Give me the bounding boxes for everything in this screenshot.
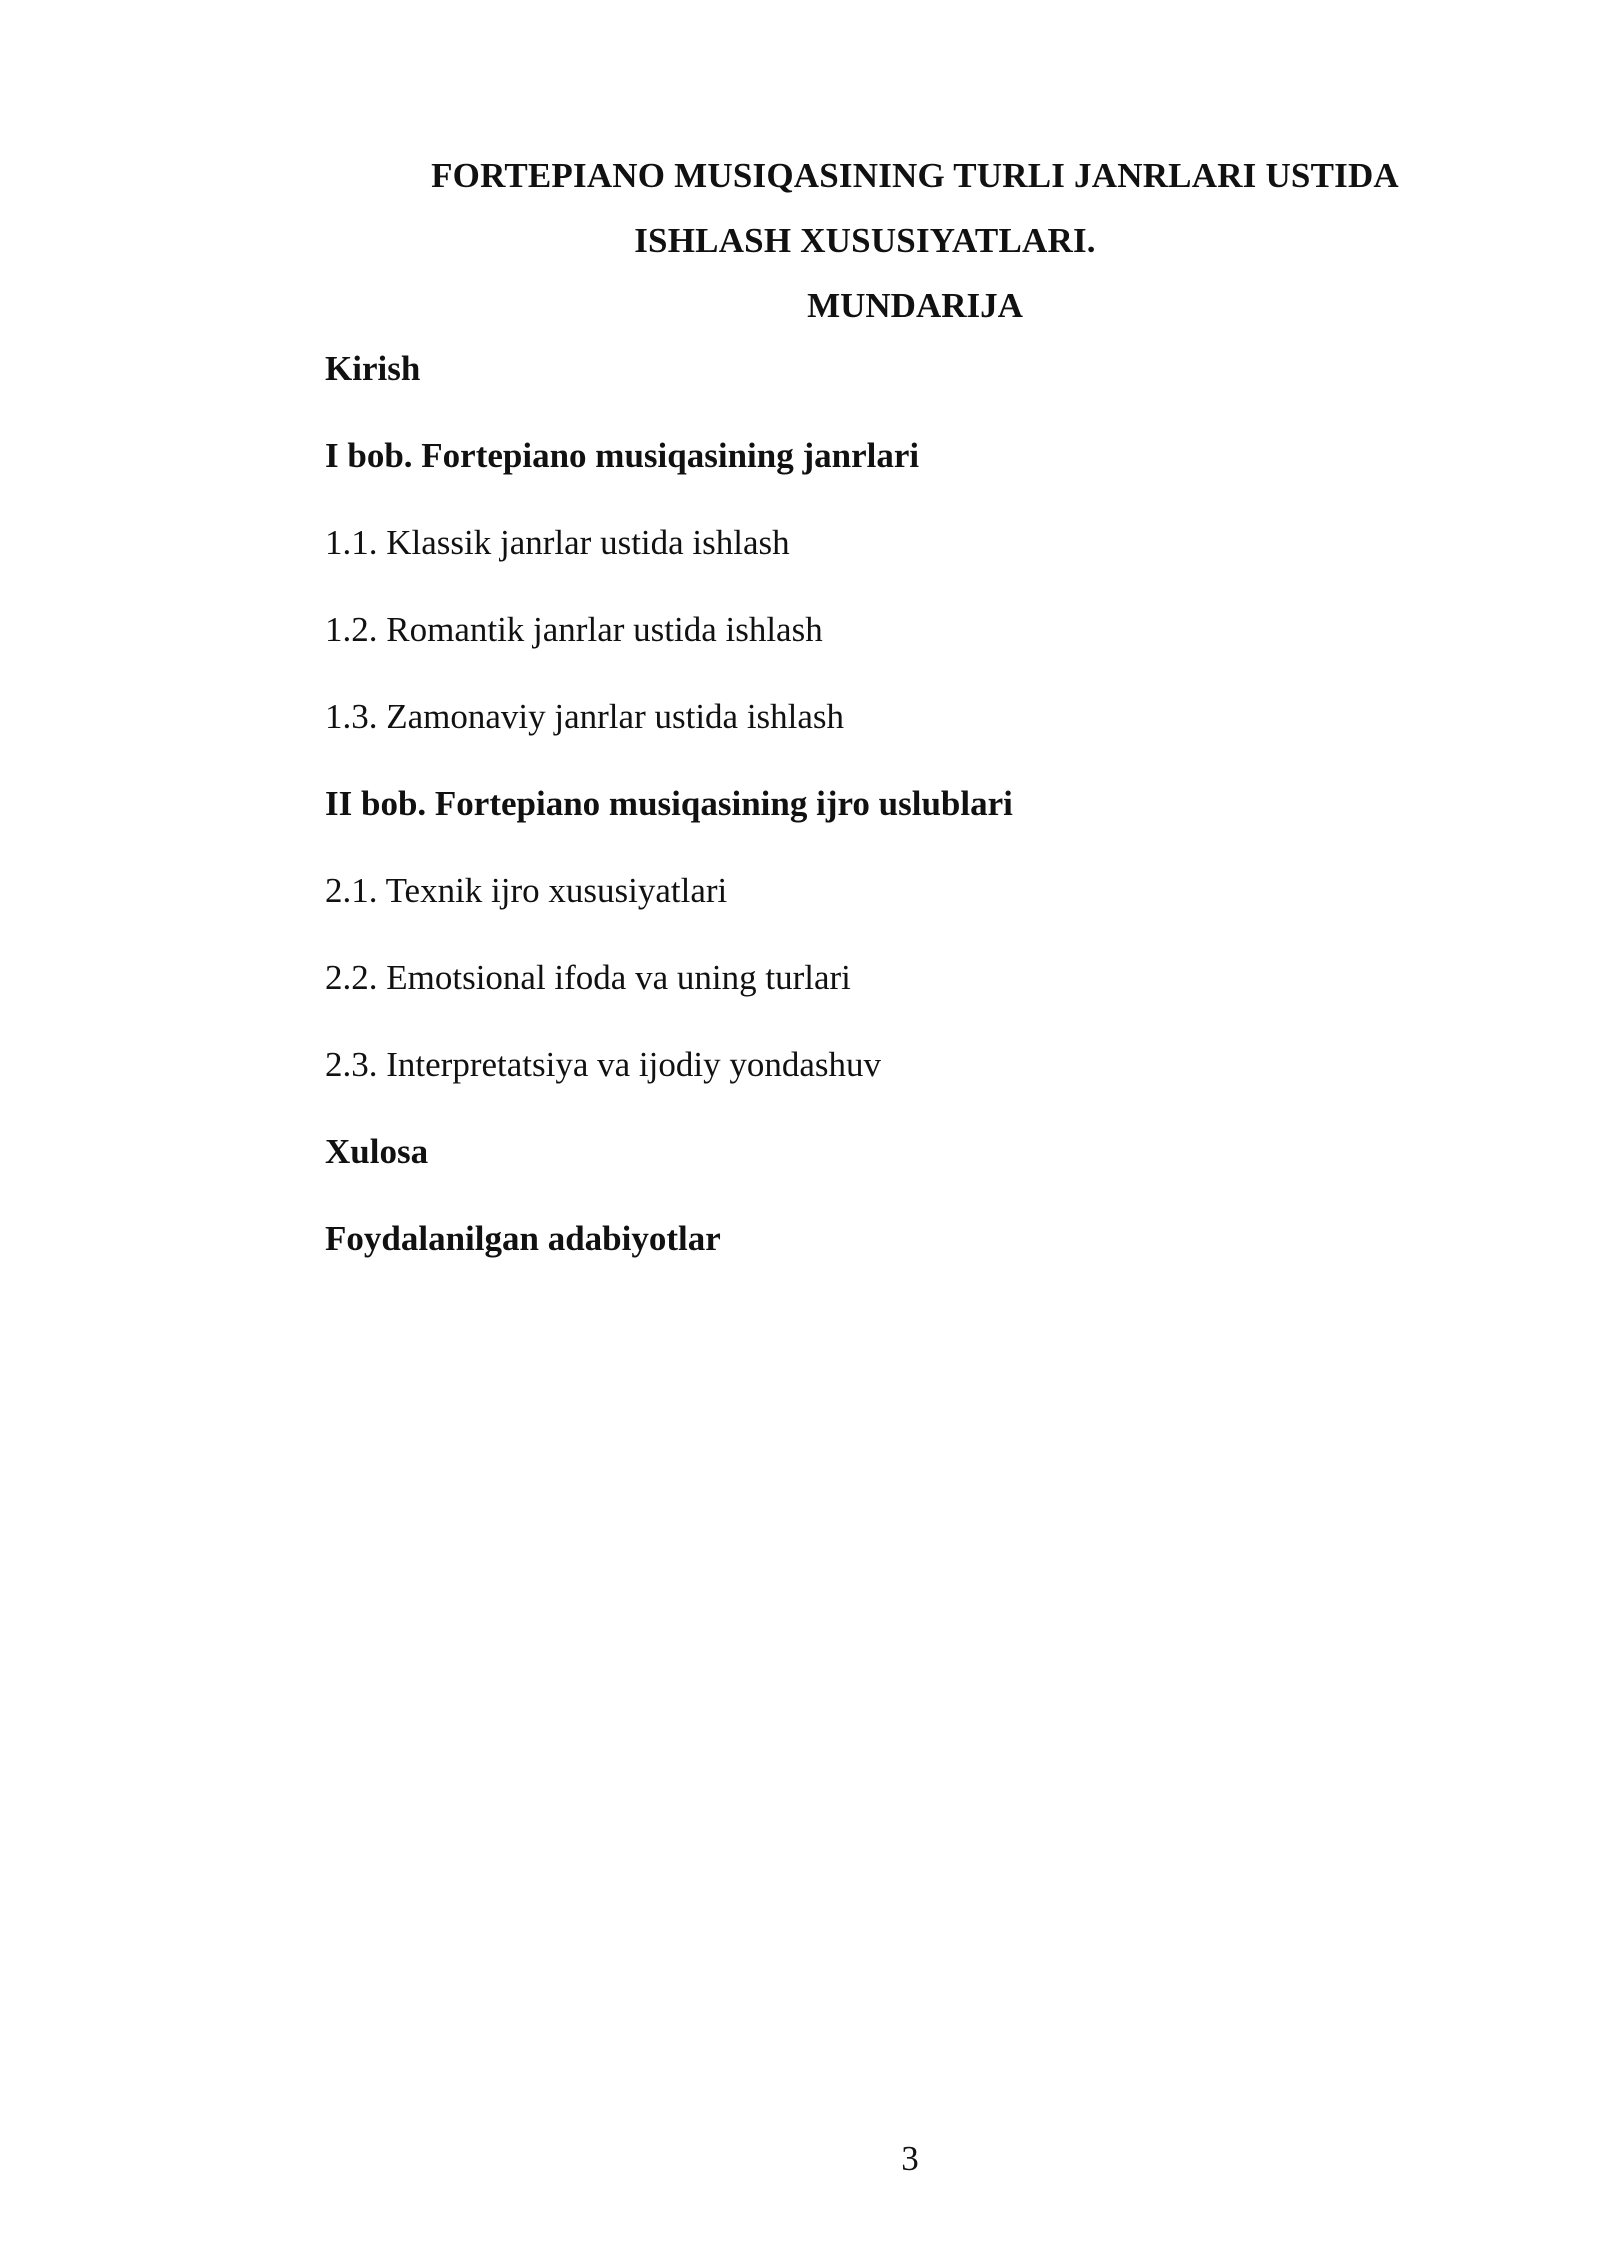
toc-item-chapter-1: I bob. Fortepiano musiqasining janrlari bbox=[325, 436, 920, 475]
toc-item-section-2-1: 2.1. Texnik ijro xususiyatlari bbox=[325, 871, 728, 910]
toc-item-chapter-2: II bob. Fortepiano musiqasining ijro uslublari bbox=[325, 784, 1013, 823]
toc-item-conclusion: Xulosa bbox=[325, 1132, 429, 1171]
toc-item-introduction: Kirish bbox=[325, 349, 421, 388]
page-number: 3 bbox=[901, 2139, 919, 2178]
toc-item-section-1-2: 1.2. Romantik janrlar ustida ishlash bbox=[325, 610, 823, 649]
toc-item-section-1-3: 1.3. Zamonaviy janrlar ustida ishlash bbox=[325, 697, 845, 736]
toc-item-section-2-2: 2.2. Emotsional ifoda va uning turlari bbox=[325, 958, 851, 997]
toc-item-section-2-3: 2.3. Interpretatsiya va ijodiy yondashuv bbox=[325, 1045, 881, 1084]
document-title-line-1: FORTEPIANO MUSIQASINING TURLI JANRLARI USTIDA bbox=[431, 156, 1399, 195]
document-title-line-2: ISHLASH XUSUSIYATLARI. bbox=[634, 221, 1096, 260]
table-of-contents bbox=[325, 348, 1475, 1305]
contents-heading: MUNDARIJA bbox=[807, 286, 1023, 325]
toc-item-section-1-1: 1.1. Klassik janrlar ustida ishlash bbox=[325, 523, 790, 562]
toc-item-references: Foydalanilgan adabiyotlar bbox=[325, 1219, 721, 1258]
